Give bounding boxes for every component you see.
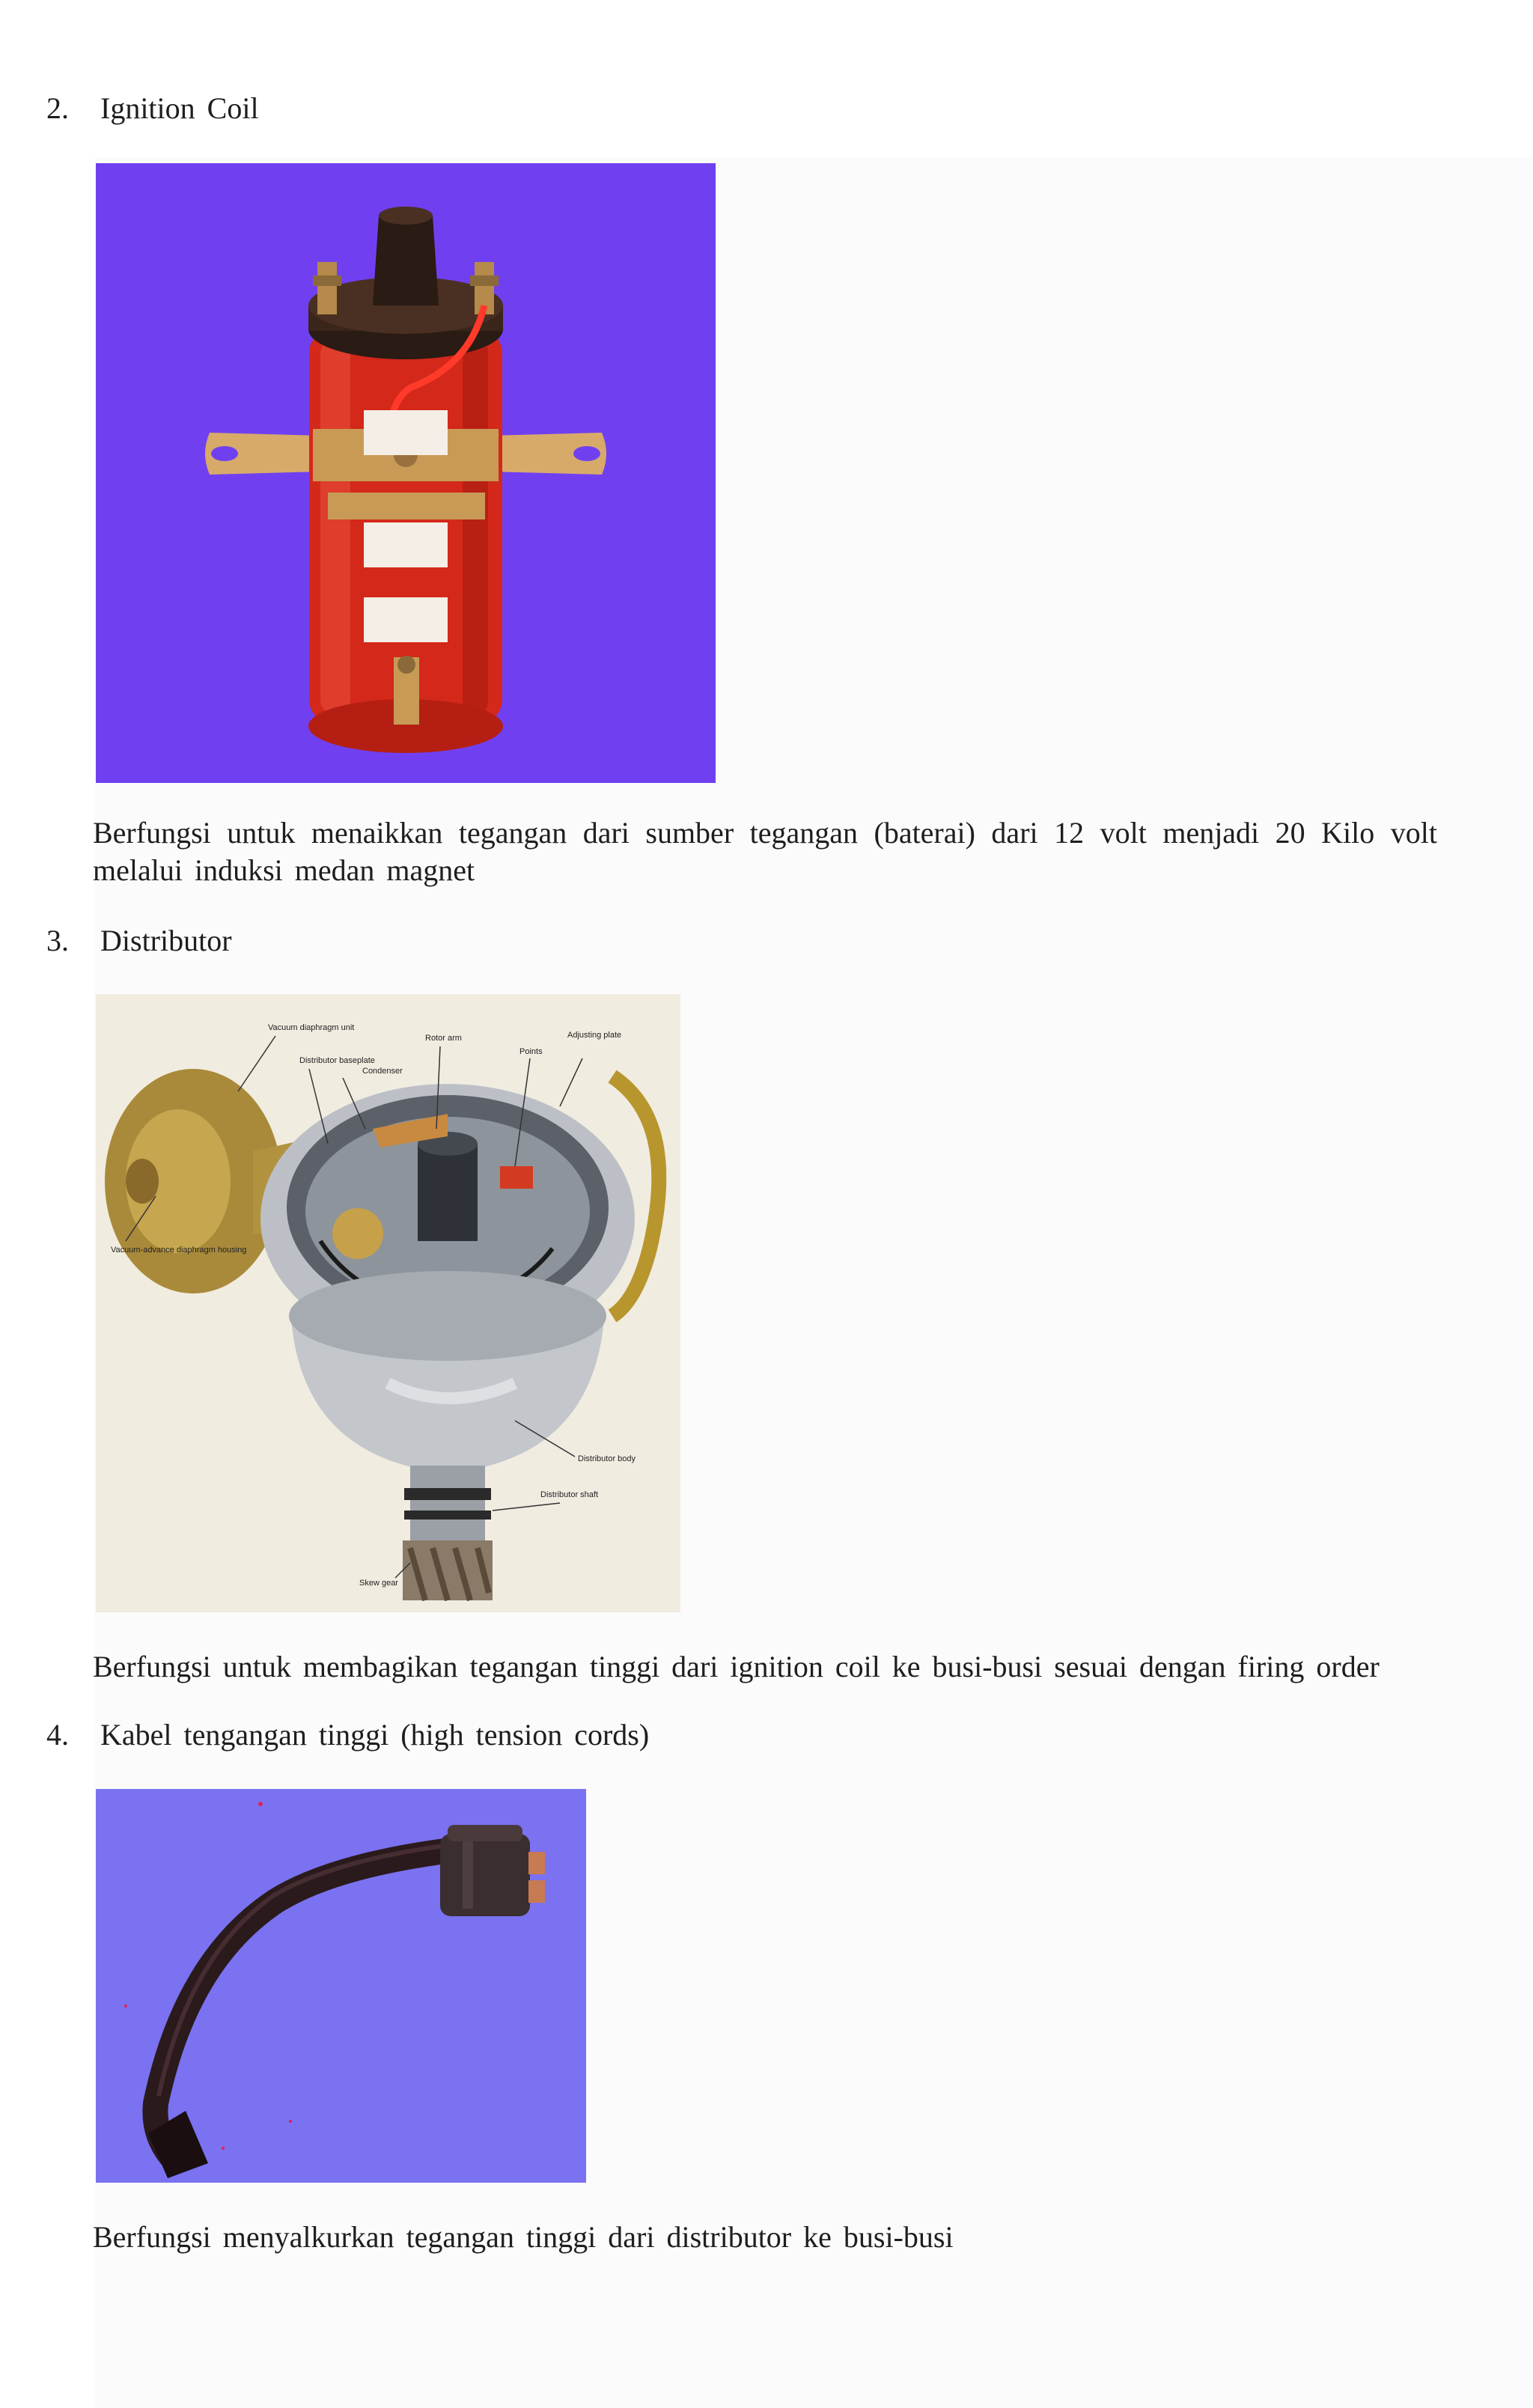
distributor-label: Vacuum-advance diaphragm housing [111, 1246, 247, 1255]
section-heading [46, 91, 259, 127]
section-heading [46, 923, 232, 959]
distributor-label: Skew gear [359, 1579, 398, 1588]
distributor-label: Rotor arm [425, 1034, 462, 1043]
distributor-label: Distributor baseplate [299, 1056, 375, 1065]
section-title: Distributor [100, 924, 232, 957]
section-title: Kabel tengangan tinggi (high tension cords) [100, 1718, 650, 1752]
section-description: Berfungsi untuk menaikkan tegangan dari sumber tegangan (baterai) dari 12 volt menjadi 20 Kilo volt melalui induksi medan magnet [93, 816, 1437, 887]
distributor-label: Condenser [362, 1067, 403, 1076]
section-description: Berfungsi menyalkurkan tegangan tinggi dari distributor ke busi-busi [93, 2220, 954, 2254]
distributor-image [96, 994, 680, 1612]
high-tension-cord-image [96, 1789, 586, 2183]
distributor-label: Vacuum diaphragm unit [268, 1023, 355, 1032]
section-number: 3. [46, 924, 69, 957]
distributor-label: Adjusting plate [567, 1031, 622, 1040]
section-heading [46, 1717, 649, 1753]
section-title: Ignition Coil [100, 91, 259, 125]
distributor-label: Points [519, 1047, 543, 1056]
ignition-coil-image [96, 163, 716, 783]
distributor-label: Distributor shaft [540, 1490, 599, 1499]
section-description: Berfungsi untuk membagikan tegangan tinggi dari ignition coil ke busi-busi sesuai dengan firing order [93, 1650, 1380, 1683]
section-number: 4. [46, 1718, 69, 1752]
distributor-label: Distributor body [578, 1454, 636, 1463]
section-number: 2. [46, 91, 69, 125]
